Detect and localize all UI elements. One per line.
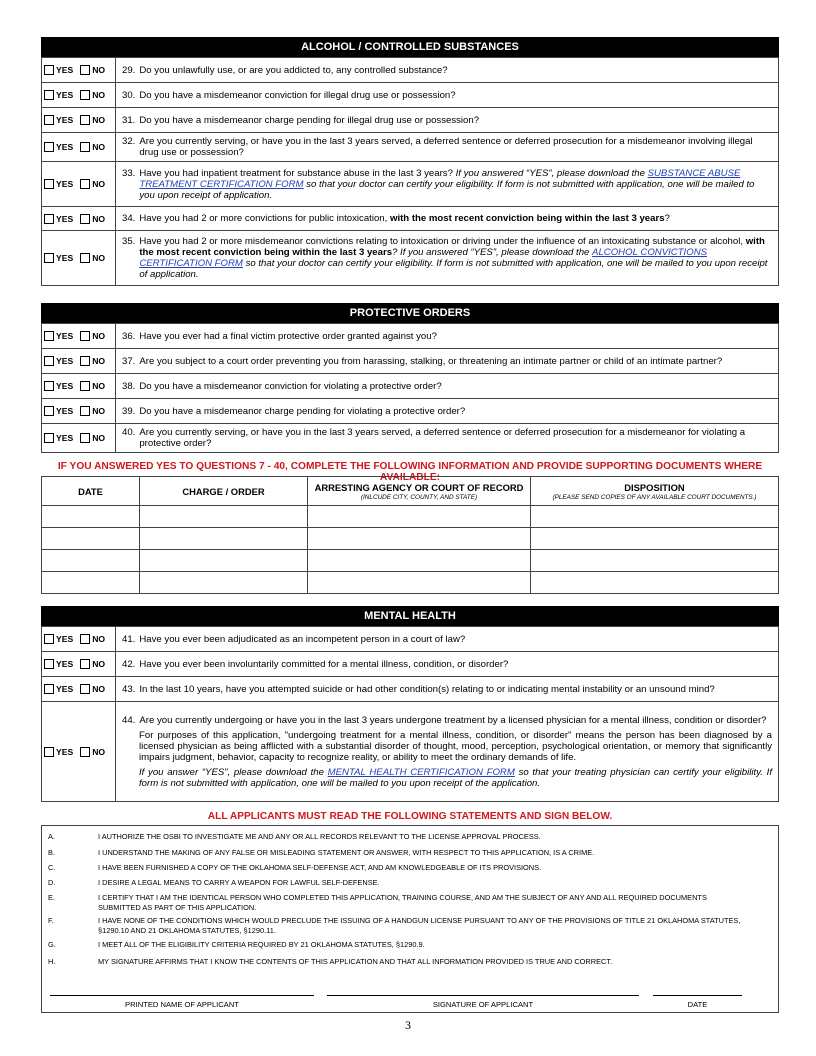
download-instruction: ? If you answered “YES”, please download the xyxy=(392,247,590,258)
yes-checkbox[interactable] xyxy=(44,115,54,125)
no-label: NO xyxy=(92,331,106,341)
no-label: NO xyxy=(92,406,106,416)
date-cell[interactable] xyxy=(42,506,140,528)
charge-cell[interactable] xyxy=(140,506,308,528)
yes-checkbox[interactable] xyxy=(44,331,54,341)
no-checkbox[interactable] xyxy=(80,331,90,341)
question-number: 38. xyxy=(122,380,136,392)
question-text: Are you subject to a court order preventing you from harassing, stalking, or threatening an intimate partner or child of an intimate partner? xyxy=(139,355,723,367)
no-label: NO xyxy=(92,142,106,152)
no-checkbox[interactable] xyxy=(80,142,90,152)
yes-label: YES xyxy=(56,684,74,694)
download-instruction: If you answered “YES”, please download the xyxy=(455,167,645,179)
date-label: DATE xyxy=(687,1000,708,1009)
alcohol-convictions-form-link[interactable]: ALCOHOL CONVICTIONS CERTIFICATION FORM xyxy=(139,247,708,269)
no-label: NO xyxy=(92,213,106,224)
question-row-41 xyxy=(42,627,779,652)
mental-health-questions-table xyxy=(41,626,779,802)
question-number: 39. xyxy=(122,405,136,417)
agency-cell[interactable] xyxy=(308,550,531,572)
yes-checkbox[interactable] xyxy=(44,65,54,75)
treatment-definition: For purposes of this application, "undergoing treatment for a mental illness, condition, or disorder" means the person has been diagnosed by a licensed physician as being afflicted with a substantial disorder of thought, mood, perception, psychological orientation, or memory that significantly impairs judgment, behavior, capacity to recognize reality, or ability to meet the ordinary demands of life. xyxy=(139,729,772,763)
question-text: Have you had 2 or more convictions for public intoxication, xyxy=(139,213,388,224)
date-cell[interactable] xyxy=(42,572,140,594)
disposition-cell[interactable] xyxy=(531,528,779,550)
yes-label: YES xyxy=(56,253,74,263)
statement-text: I AUTHORIZE THE OSBI TO INVESTIGATE ME AND ANY OR ALL RECORDS RELEVANT TO THE LICENSE APPROVAL PROCESS. xyxy=(98,832,541,841)
agency-cell[interactable] xyxy=(308,572,531,594)
yes-checkbox[interactable] xyxy=(44,747,54,757)
yes-label: YES xyxy=(56,179,74,189)
question-text: Do you have a misdemeanor conviction for illegal drug use or possession? xyxy=(139,89,456,101)
yes-label: YES xyxy=(56,65,74,75)
no-checkbox[interactable] xyxy=(80,433,90,443)
question-text: Have you had 2 or more misdemeanor convictions relating to intoxication or driving under the influence of an intoxicating substance or alcohol, xyxy=(139,236,744,247)
charge-cell[interactable] xyxy=(140,550,308,572)
statement-letter: A. xyxy=(48,832,55,841)
statement-text: I HAVE NONE OF THE CONDITIONS WHICH WOULD PRECLUDE THE ISSUING OF A HANDGUN LICENSE PURSUANT TO ANY OF THE PROVISIONS OF TITLE 21 OKLAHOMA STATUTES, §1290.10 AND 21 OKLAHOMA STATUTES, §1290.11. xyxy=(98,916,741,935)
charge-cell[interactable] xyxy=(140,572,308,594)
statement-text: I DESIRE A LEGAL MEANS TO CARRY A WEAPON FOR LAWFUL SELF-DEFENSE. xyxy=(98,878,380,887)
question-number: 44. xyxy=(122,714,136,726)
question-number: 29. xyxy=(122,64,136,76)
protective-questions-table xyxy=(41,323,779,453)
no-checkbox[interactable] xyxy=(80,90,90,100)
no-label: NO xyxy=(92,356,106,366)
statement-text: MY SIGNATURE AFFIRMS THAT I KNOW THE CONTENTS OF THIS APPLICATION AND THAT ALL INFORMATION PROVIDED IS TRUE AND CORRECT. xyxy=(98,957,613,966)
yes-label: YES xyxy=(56,90,74,100)
question-text: Do you have a misdemeanor charge pending for illegal drug use or possession? xyxy=(139,114,480,126)
statement-text: I CERTIFY THAT I AM THE IDENTICAL PERSON WHO COMPLETED THIS APPLICATION, TRAINING COURSE, AND AM THE SUBJECT OF ANY AND ALL REQUIRED DOCUMENTS SUBMITTED AS PART OF THIS APPLICATION. xyxy=(98,893,707,912)
yes-checkbox[interactable] xyxy=(44,253,54,263)
question-row-39 xyxy=(42,399,779,424)
no-label: NO xyxy=(92,65,106,75)
question-text: Are you currently serving, or have you in the last 3 years served, a deferred sentence or deferred prosecution for a misdemeanor involving illegal drug use or possession? xyxy=(139,136,753,158)
no-checkbox[interactable] xyxy=(80,115,90,125)
no-checkbox[interactable] xyxy=(80,65,90,75)
no-checkbox[interactable] xyxy=(80,356,90,366)
details-row xyxy=(42,528,779,550)
question-number: 37. xyxy=(122,355,136,367)
yes-label: YES xyxy=(56,356,74,366)
download-instruction: If you answer “YES”, please download the xyxy=(139,766,324,778)
details-row xyxy=(42,572,779,594)
no-checkbox[interactable] xyxy=(80,214,90,224)
question-row-31 xyxy=(42,108,779,133)
question-row-34 xyxy=(42,207,779,231)
question-number: 35. xyxy=(122,236,136,247)
yes-label: YES xyxy=(56,659,74,669)
question-row-29 xyxy=(42,58,779,83)
statement-text: I MEET ALL OF THE ELIGIBILITY CRITERIA REQUIRED BY 21 OKLAHOMA STATUTES, §1290.9. xyxy=(98,940,425,949)
statement-letter: H. xyxy=(48,957,56,966)
date-column-header xyxy=(42,477,140,506)
question-end: ? xyxy=(664,213,670,224)
question-text: Do you have a misdemeanor conviction for violating a protective order? xyxy=(139,380,442,392)
question-text: Do you unlawfully use, or are you addicted to, any controlled substance? xyxy=(139,64,448,76)
question-number: 42. xyxy=(122,658,136,670)
question-row-32 xyxy=(42,133,779,162)
agency-cell[interactable] xyxy=(308,528,531,550)
disposition-cell[interactable] xyxy=(531,550,779,572)
question-number: 34. xyxy=(122,213,136,224)
statement-letter: F. xyxy=(48,916,54,925)
question-number: 43. xyxy=(122,683,136,695)
question-row-43 xyxy=(42,677,779,702)
yes-label: YES xyxy=(56,634,74,644)
yes-checkbox[interactable] xyxy=(44,381,54,391)
no-checkbox[interactable] xyxy=(80,684,90,694)
question-text: Have you had inpatient treatment for substance abuse in the last 3 years? xyxy=(139,167,453,179)
charge-column-label: CHARGE / ORDER xyxy=(182,485,265,497)
printed-name-line[interactable] xyxy=(50,995,314,996)
yes-label: YES xyxy=(56,433,74,443)
question-row-35 xyxy=(42,231,779,286)
yes-label: YES xyxy=(56,406,74,416)
statement-letter: G. xyxy=(48,940,56,949)
question-text: Have you ever been adjudicated as an incompetent person in a court of law? xyxy=(139,633,466,645)
signature-label: SIGNATURE OF APPLICANT xyxy=(432,1000,534,1009)
protective-section-header xyxy=(41,303,779,323)
no-label: NO xyxy=(92,90,106,100)
charge-column-header xyxy=(140,477,308,506)
question-text: Are you currently undergoing or have you in the last 3 years undergone treatment by a licensed physician for a mental illness, condition or disorder? xyxy=(139,714,767,726)
statement-letter: C. xyxy=(48,863,56,872)
yes-label: YES xyxy=(56,331,74,341)
yes-checkbox[interactable] xyxy=(44,179,54,189)
agency-cell[interactable] xyxy=(308,506,531,528)
no-label: NO xyxy=(92,746,106,757)
details-row xyxy=(42,506,779,528)
yes-checkbox[interactable] xyxy=(44,214,54,224)
no-label: NO xyxy=(92,179,106,189)
yes-label: YES xyxy=(56,381,74,391)
no-checkbox[interactable] xyxy=(80,747,90,757)
question-number: 31. xyxy=(122,114,136,126)
substance-abuse-form-link[interactable]: SUBSTANCE ABUSE TREATMENT CERTIFICATION FORM xyxy=(139,167,741,190)
no-checkbox[interactable] xyxy=(80,253,90,263)
no-label: NO xyxy=(92,433,106,443)
no-checkbox[interactable] xyxy=(80,179,90,189)
date-cell[interactable] xyxy=(42,528,140,550)
date-column-label: DATE xyxy=(78,485,103,497)
no-label: NO xyxy=(92,684,106,694)
question-text: Are you currently serving, or have you in the last 3 years served, a deferred sentence or deferred prosecution for a misdemeanor for violating a protective order? xyxy=(139,427,746,449)
question-text: Have you ever had a final victim protective order granted against you? xyxy=(139,330,437,342)
yes-checkbox[interactable] xyxy=(44,90,54,100)
question-text: Do you have a misdemeanor charge pending for violating a protective order? xyxy=(139,405,466,417)
question-row-36 xyxy=(42,324,779,349)
question-number: 33. xyxy=(122,167,136,179)
yes-checkbox[interactable] xyxy=(44,634,54,644)
alcohol-section-title: ALCOHOL / CONTROLLED SUBSTANCES xyxy=(301,41,519,53)
statement-letter: E. xyxy=(48,893,55,902)
disposition-column-header xyxy=(531,477,779,506)
question-text: In the last 10 years, have you attempted suicide or had other condition(s) relating to or indicating mental instability or an unsound mind? xyxy=(139,683,715,695)
details-row xyxy=(42,550,779,572)
agency-column-label: ARRESTING AGENCY OR COURT OF RECORD xyxy=(314,481,524,493)
mental-health-section-title: MENTAL HEALTH xyxy=(364,610,456,622)
no-label: NO xyxy=(92,659,106,669)
question-row-38 xyxy=(42,374,779,399)
mental-health-form-link[interactable]: MENTAL HEALTH CERTIFICATION FORM xyxy=(327,766,515,778)
date-cell[interactable] xyxy=(42,550,140,572)
question-row-42 xyxy=(42,652,779,677)
signature-line[interactable] xyxy=(327,995,639,996)
no-checkbox[interactable] xyxy=(80,634,90,644)
question-row-33 xyxy=(42,162,779,207)
yes-label: YES xyxy=(56,746,74,757)
yes-checkbox[interactable] xyxy=(44,433,54,443)
question-emphasis: with the most recent conviction being within the last 3 years xyxy=(139,236,765,258)
disposition-cell[interactable] xyxy=(531,572,779,594)
charge-cell[interactable] xyxy=(140,528,308,550)
alcohol-section-header xyxy=(41,37,779,57)
no-label: NO xyxy=(92,115,106,125)
question-text: Have you ever been involuntarily committed for a mental illness, condition, or disorder? xyxy=(139,658,509,670)
question-row-40 xyxy=(42,424,779,453)
page-number: 3 xyxy=(405,1018,411,1032)
question-emphasis: with the most recent conviction being within the last 3 years xyxy=(389,213,665,224)
agency-column-header xyxy=(308,477,531,506)
yes-checkbox[interactable] xyxy=(44,356,54,366)
statements-box xyxy=(41,825,779,1013)
yes-checkbox[interactable] xyxy=(44,406,54,416)
agency-column-note: (INLCUDE CITY, COUNTY, AND STATE) xyxy=(360,493,478,501)
statement-letter: B. xyxy=(48,848,55,857)
form-submission-note: so that your treating physician can certify your eligibility. If form is not submitted with application, one will be mailed to you upon receipt of the application. xyxy=(139,766,772,789)
disposition-cell[interactable] xyxy=(531,506,779,528)
disposition-column-label: DISPOSITION xyxy=(624,481,685,493)
printed-name-label: PRINTED NAME OF APPLICANT xyxy=(125,1000,239,1009)
no-label: NO xyxy=(92,381,106,391)
incident-details-table xyxy=(41,476,779,594)
no-label: NO xyxy=(92,634,106,644)
yes-label: YES xyxy=(56,213,74,224)
alcohol-questions-table xyxy=(41,57,779,286)
form-submission-note: so that your doctor can certify your eligibility. If form is not submitted with application, one will be mailed to you upon receipt of application. xyxy=(139,178,755,201)
yes-checkbox[interactable] xyxy=(44,684,54,694)
statement-text: I UNDERSTAND THE MAKING OF ANY FALSE OR MISLEADING STATEMENT OR ANSWER, WITH RESPECT TO THIS APPLICATION, IS A CRIME. xyxy=(98,848,595,857)
question-number: 40. xyxy=(122,427,136,438)
no-checkbox[interactable] xyxy=(80,406,90,416)
yes-answer-notice: IF YOU ANSWERED YES TO QUESTIONS 7 - 40, COMPLETE THE FOLLOWING INFORMATION AND PROVIDE SUPPORTING DOCUMENTS WHERE AVAILABLE: xyxy=(57,461,763,483)
question-row-44 xyxy=(42,702,779,802)
protective-section-title: PROTECTIVE ORDERS xyxy=(349,307,471,319)
question-number: 41. xyxy=(122,633,136,645)
form-submission-note: so that your doctor can certify your eligibility. If form is not submitted with application, one will be mailed to you upon receipt of application. xyxy=(139,258,768,280)
statement-letter: D. xyxy=(48,878,56,887)
question-row-30 xyxy=(42,83,779,108)
question-number: 30. xyxy=(122,89,136,101)
no-label: NO xyxy=(92,253,106,263)
yes-label: YES xyxy=(56,115,74,125)
date-line[interactable] xyxy=(653,995,742,996)
question-number: 36. xyxy=(122,330,136,342)
statement-text: I HAVE BEEN FURNISHED A COPY OF THE OKLAHOMA SELF-DEFENSE ACT, AND AM KNOWLEDGEABLE OF ITS PROVISIONS. xyxy=(98,863,542,872)
question-row-37 xyxy=(42,349,779,374)
question-number: 32. xyxy=(122,136,136,147)
all-applicants-notice: ALL APPLICANTS MUST READ THE FOLLOWING STATEMENTS AND SIGN BELOW. xyxy=(207,811,613,822)
yes-label: YES xyxy=(56,142,74,152)
details-header-row xyxy=(42,477,779,506)
no-checkbox[interactable] xyxy=(80,659,90,669)
yes-checkbox[interactable] xyxy=(44,659,54,669)
no-checkbox[interactable] xyxy=(80,381,90,391)
mental-health-section-header xyxy=(41,606,779,626)
disposition-column-note: (PLEASE SEND COPIES OF ANY AVAILABLE COURT DOCUMENTS.) xyxy=(552,493,757,501)
yes-checkbox[interactable] xyxy=(44,142,54,152)
